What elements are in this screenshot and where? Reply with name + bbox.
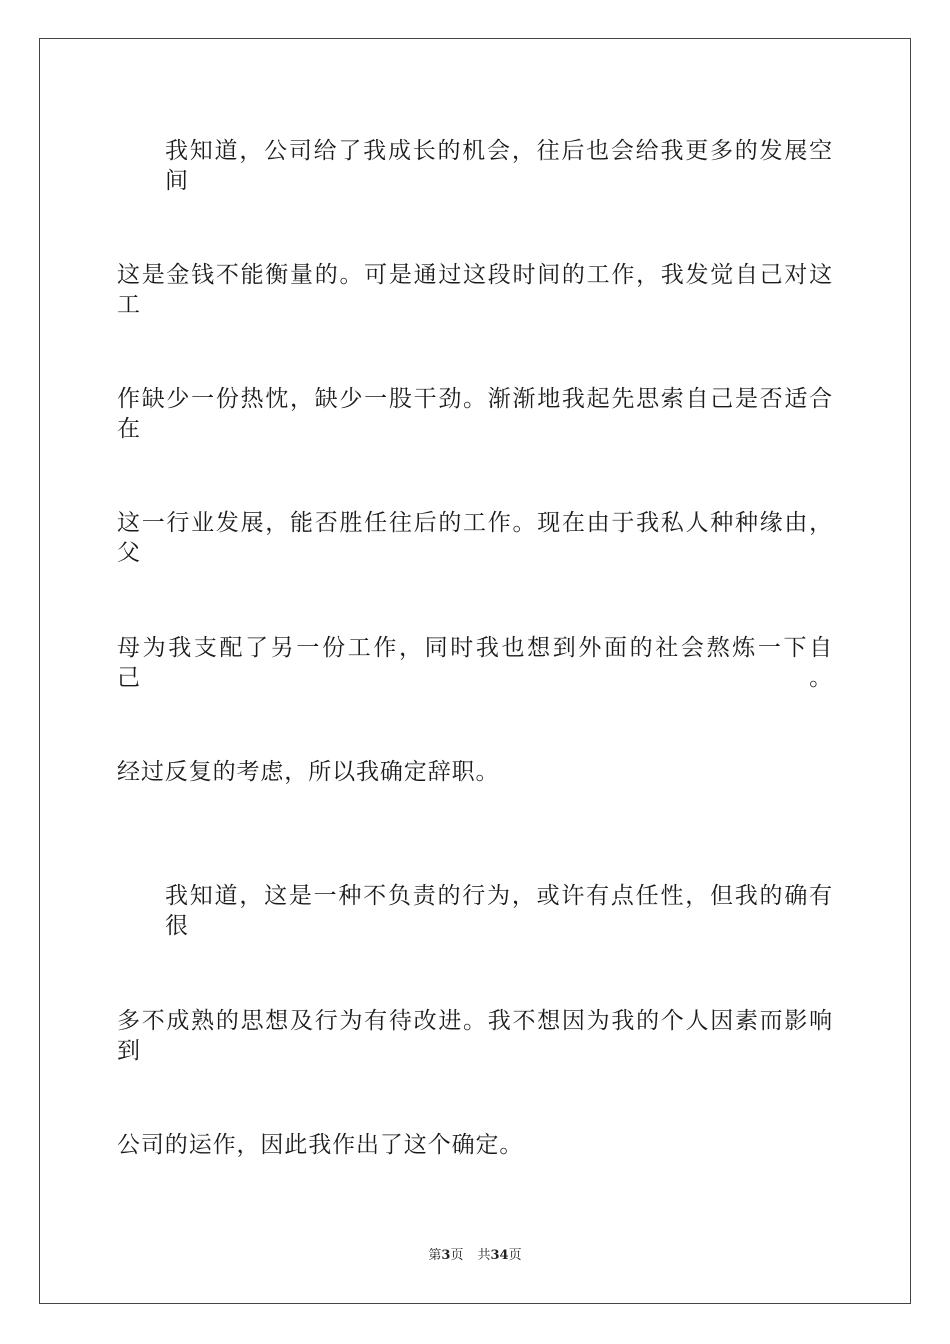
- page-number: 3: [441, 1248, 451, 1263]
- paragraph-1-line-1: 我知道，公司给了我成长的机会，往后也会给我更多的发展空间: [165, 138, 833, 194]
- total-prefix: 共: [477, 1248, 491, 1263]
- paragraph-2-line-3: 公司的运作，因此我作出了这个确定。: [117, 1132, 524, 1158]
- paragraph-2-line-1: 我知道，这是一种不负责的行为，或许有点任性，但我的确有很: [165, 883, 833, 939]
- paragraph-1-line-5: 母为我支配了另一份工作，同时我也想到外面的社会熬炼一下自己。: [117, 635, 833, 691]
- page-footer: [0, 1247, 950, 1265]
- paragraph-1-line-2: 这是金钱不能衡量的。可是通过这段时间的工作，我发觉自己对这工: [117, 262, 833, 318]
- paragraph-2-line-2: 多不成熟的思想及行为有待改进。我不想因为我的个人因素而影响到: [117, 1008, 833, 1064]
- page-prefix: 第: [428, 1248, 442, 1263]
- paragraph-1-line-3: 作缺少一份热忱，缺少一股干劲。渐渐地我起先思索自己是否适合在: [117, 386, 833, 442]
- total-suffix: 页: [508, 1248, 522, 1263]
- paragraph-1-line-6: 经过反复的考虑，所以我确定辞职。: [117, 759, 500, 785]
- page-suffix: 页: [450, 1248, 464, 1263]
- total-pages: 34: [490, 1248, 509, 1263]
- paragraph-1-line-4: 这一行业发展，能否胜任往后的工作。现在由于我私人种种缘由，父: [117, 510, 833, 566]
